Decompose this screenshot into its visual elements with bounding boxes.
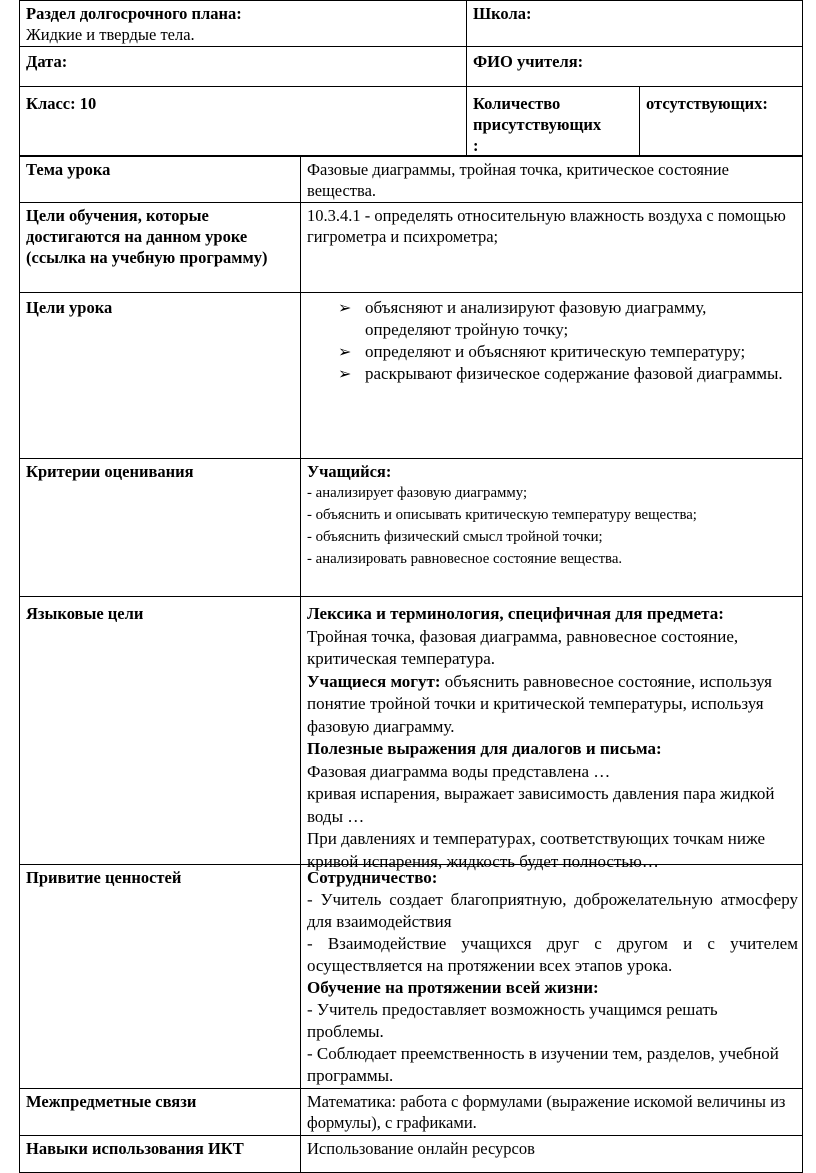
present-label: Количество присутствующих :: [473, 94, 602, 155]
lesson-plan-table: [19, 0, 803, 1173]
objectives-label: Цели урока: [26, 298, 113, 317]
students-can: [307, 671, 798, 739]
cooperation-heading: Сотрудничество:: [307, 868, 438, 887]
section-value: Жидкие и твердые тела.: [26, 25, 195, 44]
criteria-row: [19, 459, 803, 597]
learning-goals-value: 10.3.4.1 - определять относительную влажность воздуха с помощью гигрометра и психрометра;: [307, 206, 786, 246]
cross-curricular-value: Математика: работа с формулами (выражение искомой величины из формулы), с графиками.: [307, 1092, 786, 1132]
header-row-class: [19, 87, 803, 157]
cross-curricular-row: [19, 1089, 803, 1136]
lifelong-item: - Учитель предоставляет возможность учащимся решать проблемы.: [307, 1000, 718, 1041]
values-row: [19, 865, 803, 1089]
values-value: [301, 865, 804, 1088]
criteria-item: - объяснить физический смысл тройной точки;: [307, 529, 603, 545]
lifelong-item: - Соблюдает преемственность в изучении тем, разделов, учебной программы.: [307, 1044, 779, 1085]
phrase-item: кривая испарения, выражает зависимость давления пара жидкой воды …: [307, 784, 775, 826]
objectives-list: [307, 297, 790, 385]
objective-item: ➢ объясняют и анализируют фазовую диаграмму, определяют тройную точку;: [338, 297, 790, 341]
phrase-item: При давлениях и температурах, соответствующих точкам ниже кривой испарения, жидкость будет полностью…: [307, 829, 766, 871]
criteria-item: - анализирует фазовую диаграмму;: [307, 485, 528, 501]
absent-label: отсутствующих:: [646, 94, 768, 113]
language-goals-row: [19, 597, 803, 871]
class-label: Класс: 10: [26, 94, 97, 113]
topic-value: Фазовые диаграммы, тройная точка, критическое состояние вещества.: [307, 160, 729, 200]
section-cell: [20, 1, 466, 46]
header-row-date: [19, 47, 803, 87]
objectives-row: [19, 293, 803, 459]
vocab-heading: Лексика и терминология, специфичная для предмета:: [307, 604, 724, 623]
learning-goals-row: [19, 203, 803, 293]
criteria-item: - анализировать равновесное состояние вещества.: [307, 551, 623, 567]
students-can-text: объяснить равновесное состояние, используя понятие тройной точки и критической температуры, используя фазовую диаграмму.: [307, 671, 772, 736]
students-can-heading: Учащиеся могут:: [307, 671, 441, 691]
cooperation-item: - Учитель создает благоприятную, доброжелательную атмосферу для взаимодействия: [307, 890, 798, 931]
objective-item: ➢ определяют и объясняют критическую температуру;: [338, 341, 790, 363]
ict-value: Использование онлайн ресурсов: [307, 1139, 535, 1158]
topic-row: [19, 157, 803, 203]
phrases-heading: Полезные выражения для диалогов и письма:: [307, 739, 662, 758]
objectives-value: [301, 293, 804, 458]
school-label: Школа:: [473, 4, 532, 23]
values-label: Привитие ценностей: [26, 868, 182, 887]
ict-label: Навыки использования ИКТ: [26, 1139, 244, 1158]
criteria-label: Критерии оценивания: [26, 462, 194, 481]
vocab-text: Тройная точка, фазовая диаграмма, равновесное состояние, критическая температура.: [307, 626, 739, 668]
phrase-item: Фазовая диаграмма воды представлена …: [307, 761, 611, 781]
date-label: Дата:: [26, 52, 68, 71]
criteria-value: [301, 459, 804, 596]
teacher-label: ФИО учителя:: [473, 52, 584, 71]
language-goals-value: [301, 597, 804, 871]
language-goals-label: Языковые цели: [26, 604, 144, 623]
header-row-section: [19, 0, 803, 47]
cooperation-item: - Взаимодействие учащихся друг с другом и с учителем осуществляется на протяжении всех этапов урока.: [307, 934, 798, 975]
lifelong-heading: Обучение на протяжении всей жизни:: [307, 978, 599, 997]
cross-curricular-label: Межпредметные связи: [26, 1092, 197, 1111]
section-label: Раздел долгосрочного плана:: [26, 4, 242, 23]
criteria-heading: Учащийся:: [307, 462, 392, 481]
ict-row: [19, 1136, 803, 1173]
objective-item: ➢ раскрывают физическое содержание фазовой диаграммы.: [338, 363, 790, 385]
criteria-item: - объяснить и описывать критическую температуру вещества;: [307, 507, 697, 523]
learning-goals-label: Цели обучения, которые достигаются на данном уроке (ссылка на учебную программу): [26, 206, 268, 267]
topic-label: Тема урока: [26, 160, 111, 179]
